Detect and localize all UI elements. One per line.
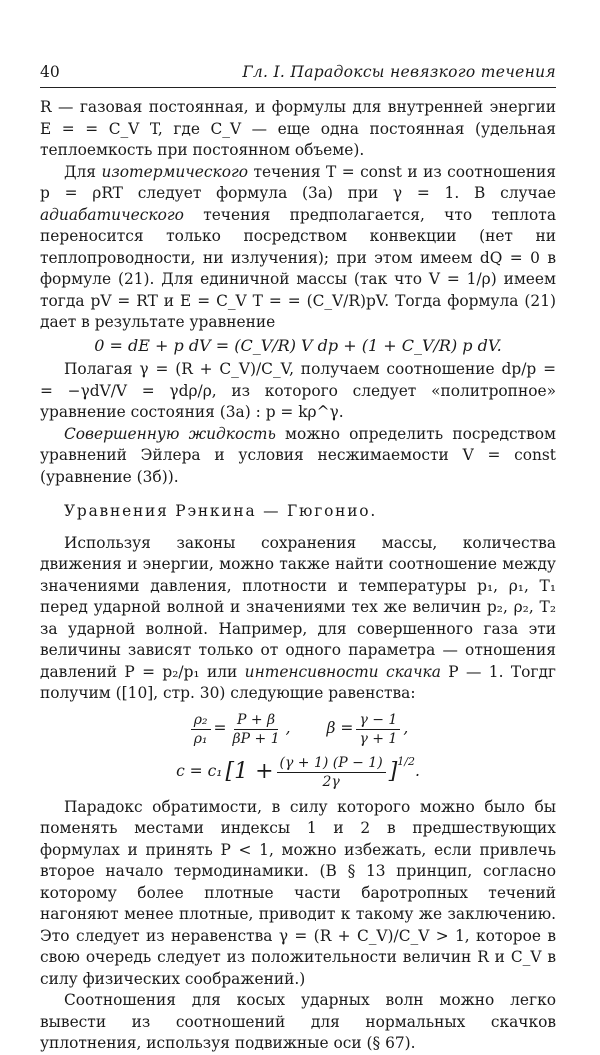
paragraph-5: [40, 533, 556, 705]
frac-num: P + β: [234, 711, 278, 730]
comma: ,: [285, 719, 291, 738]
p2-italic-isothermal: изотермического: [101, 162, 249, 181]
frac-num: (γ + 1) (P − 1): [277, 754, 386, 773]
p4-italic-perfect-fluid: Совершенную жидкость: [64, 424, 276, 443]
p4-text: можно определить посредством уравнений Эйлера и условия несжимаемости V = const (уравнение (3б)).: [40, 424, 556, 486]
fraction-density: [191, 711, 211, 748]
frac-den: 2γ: [322, 773, 340, 790]
formula-row-1: [40, 711, 556, 748]
paragraph-4: [40, 424, 556, 489]
paragraph-3: Полагая γ = (R + C_V)/C_V, получаем соотношение dp/p = = −γdV/V = γdρ/ρ, из которого следует «политропное» уравнение состояния (3a) : p = kρ^γ.: [40, 360, 556, 421]
formula-density-ratio: [188, 711, 291, 748]
formula-row-2: [40, 754, 556, 791]
paragraph-7: Соотношения для косых ударных волн можно легко вывести из соотношений для нормальных скачков уплотнения, используя подвижные оси (§ 67).: [40, 991, 556, 1052]
equation-energy: 0 = dE + p dV = (C_V/R) V dp + (1 + C_V/R) p dV.: [94, 335, 502, 355]
formula-beta: [327, 711, 409, 748]
bracket-open: [1 +: [225, 759, 274, 785]
p5-text-2: P — 1. Тогдг получим ([10], стр. 30) следующие равенства:: [40, 662, 556, 702]
section-heading: Уравнения Рэнкина — Гюгонио.: [64, 502, 378, 520]
paragraph-1: R — газовая постоянная, и формулы для внутренней энергии E = = C_V T, где C_V — еще одна постоянная (удельная теплоемкость при постоянном объеме).: [40, 98, 556, 159]
paragraph-6: Парадокс обратимости, в силу которого можно было бы поменять местами индексы 1 и 2 в предшествующих формулах и принять P < 1, можно избежать, если привлечь второе начало термодинамики. (В § 13 принцип, согласно которому более плотные части баротропных течений нагоняют менее плотные, приводит к такому же заключению. Это следует из неравенства γ = (R + C_V)/C_V > 1, которое в свою очередь следует из положительности величин R и C_V в силу физических соображений.): [40, 797, 556, 988]
chapter-title: Гл. I. Парадоксы невязкого течения: [242, 63, 556, 81]
exponent-half: 1/2: [397, 755, 415, 769]
fraction-speed: [277, 754, 386, 791]
p2-italic-adiabatic: адиабатического: [40, 205, 184, 224]
page-body: [40, 97, 556, 1055]
p5-italic-intensity: интенсивности скачка: [244, 662, 441, 681]
equals-sign: =: [213, 719, 227, 738]
rankine-hugoniot-formulas: [40, 711, 556, 791]
c-lhs: c = c₁: [176, 762, 223, 781]
p2-text-3: течения предполагается, что теплота переносится только посредством конвекции (нет ни теплопроводности, ни излучения); при этом имеем dQ = 0 в формуле (21). Для единичной массы (так что V = 1/ρ) имеем тогда pV = RT и E = C_V T = = (C_V/R)pV. Тогда формула (21) дает в результате уравнение: [40, 205, 556, 331]
paragraph-2: [40, 162, 556, 334]
frac-num: γ − 1: [356, 711, 400, 730]
period: .: [414, 762, 420, 781]
fraction-gamma: [356, 711, 400, 748]
p2-text-2: течения T = const и из соотношения p = ρRT следует формула (3a) при γ = 1. В случае: [40, 162, 556, 202]
frac-den: ρ₁: [193, 730, 208, 747]
beta-lhs: β =: [326, 719, 354, 738]
p2-text-1: Для: [64, 162, 102, 181]
p5-text-1: Используя законы сохранения массы, количества движения и энергии, можно также найти соотношение между значениями давления, плотности и температуры p₁, ρ₁, T₁ перед ударной волной и значениями тех же величин p₂, ρ₂, T₂ за ударной волной. Например, для совершенного газа эти величины зависят только от одного параметра — отношения давлений P = p₂/p₁ или: [40, 533, 556, 681]
comma: ,: [403, 719, 409, 738]
frac-num: ρ₂: [191, 711, 211, 730]
page-number: 40: [40, 63, 60, 81]
frac-den: γ + 1: [359, 730, 398, 747]
running-header: [40, 63, 556, 88]
fraction-pressure: [230, 711, 283, 748]
formula-sound-speed: [176, 754, 420, 791]
frac-den: βP + 1: [232, 730, 280, 747]
bracket-close: ]: [388, 759, 398, 785]
